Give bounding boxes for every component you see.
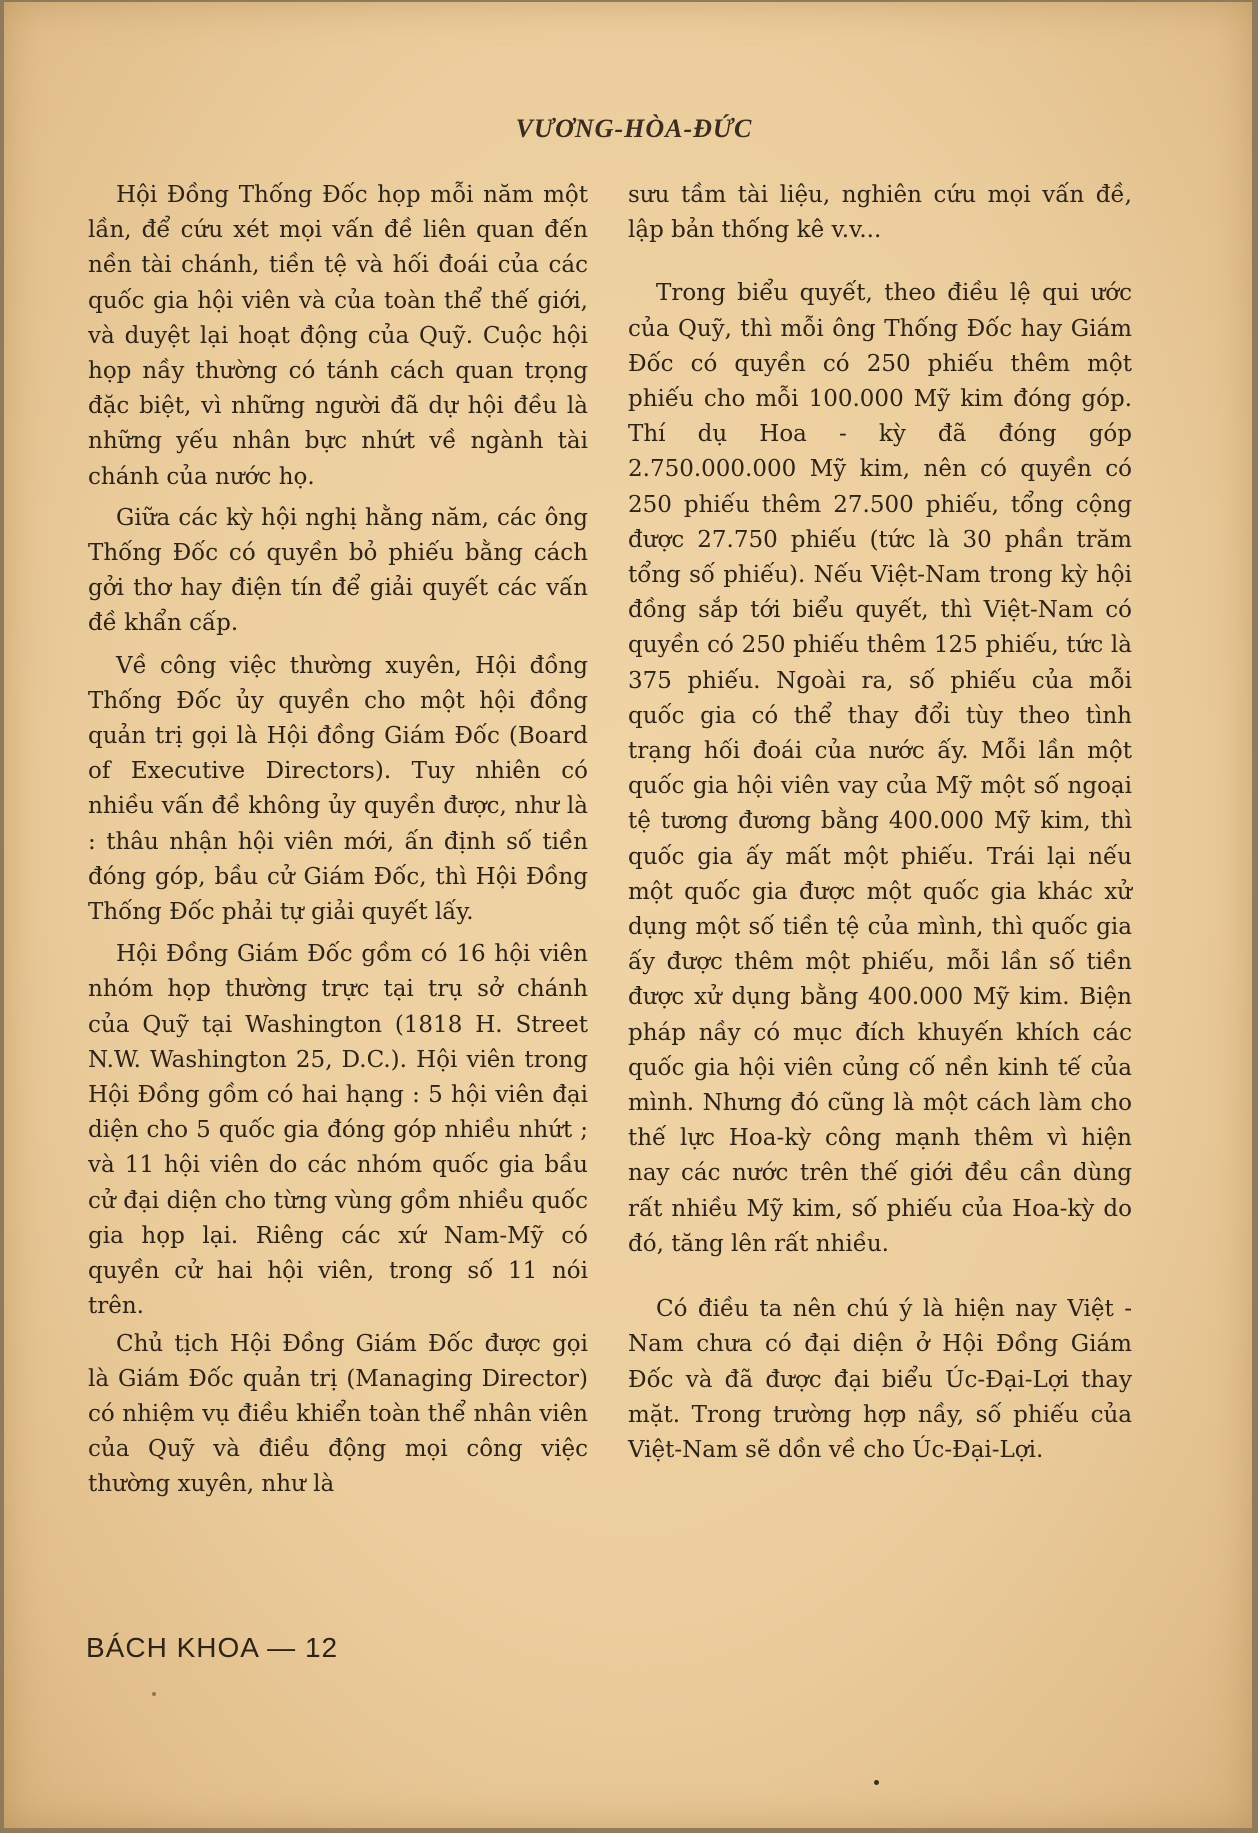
paragraph: Giữa các kỳ hội nghị hằng năm, các ông Thống Đốc có quyền bỏ phiếu bằng cách gởi thơ hay điện tín để giải quyết các vấn đề khẩn cấp. (88, 504, 588, 637)
page-footer-folio: BÁCH KHOA — 12 (86, 1632, 339, 1663)
paragraph: Hội Đồng Thống Đốc họp mỗi năm một lần, để cứu xét mọi vấn đề liên quan đến nền tài chánh, tiền tệ và hối đoái của các quốc gia hội viên và của toàn thể thế giới, và duyệt lại hoạt động của Quỹ. Cuộc hội họp nầy thường có tánh cách quan trọng đặc biệt, vì những người đã dự hội đều là những yếu nhân bực nhứt về ngành tài chánh của nước họ. (88, 182, 588, 490)
magazine-page (4, 2, 1252, 1828)
paper-speck (152, 1692, 156, 1696)
paragraph: Chủ tịch Hội Đồng Giám Đốc được gọi là Giám Đốc quản trị (Managing Director) có nhiệm vụ điều khiển toàn thể nhân viên của Quỹ và điều động mọi công việc thường xuyên, như là (88, 1330, 588, 1498)
left-text-column (88, 178, 588, 1503)
right-text-column (628, 178, 1132, 1468)
paragraph: Có điều ta nên chú ý là hiện nay Việt - Nam chưa có đại diện ở Hội Đồng Giám Đốc và đã được đại biểu Úc-Đại-Lợi thay mặt. Trong trường hợp nầy, số phiếu của Việt-Nam sẽ dồn về cho Úc-Đại-Lợi. (628, 1296, 1132, 1463)
paragraph: Trong biểu quyết, theo điều lệ qui ước của Quỹ, thì mỗi ông Thống Đốc hay Giám Đốc có quyền có 250 phiếu thêm một phiếu cho mỗi 100.000 Mỹ kim đóng góp. Thí dụ Hoa - kỳ đã đóng góp 2.750.000.000 Mỹ kim, nên có quyền có 250 phiếu thêm 27.500 phiếu, tổng cộng được 27.750 phiếu (tức là 30 phần trăm tổng số phiếu). Nếu Việt-Nam trong kỳ hội đồng sắp tới biểu quyết, thì Việt-Nam có quyền có 250 phiếu thêm 125 phiếu, tức là 375 phiếu. Ngoài ra, số phiếu của mỗi quốc gia có thể thay đổi tùy theo tình trạng hối đoái của nước ấy. Mỗi lần một quốc gia hội viên vay của Mỹ một số ngoại tệ tương đương bằng 400.000 Mỹ kim, thì quốc gia ấy mất một phiếu. Trái lại nếu một quốc gia được một quốc gia khác xử dụng một số tiền tệ của mình, thì quốc gia ấy được thêm một phiếu, mỗi lần số tiền được xử dụng bằng 400.000 Mỹ kim. Biện pháp nầy có mục đích khuyến khích các quốc gia hội viên củng cố nền kinh tế của mình. Nhưng đó cũng là một cách làm cho thế lực Hoa-kỳ công mạnh thêm vì hiện nay các nước trên thế giới đều cần dùng rất nhiều Mỹ kim, số phiếu của Hoa-kỳ do đó, tăng lên rất nhiều. (628, 280, 1132, 1257)
paper-speck (874, 1780, 879, 1785)
paragraph: Về công việc thường xuyên, Hội đồng Thống Đốc ủy quyền cho một hội đồng quản trị gọi là Hội đồng Giám Đốc (Board of Executive Directors). Tuy nhiên có nhiều vấn đề không ủy quyền được, như là : thâu nhận hội viên mới, ấn định số tiền đóng góp, bầu cử Giám Đốc, thì Hội Đồng Thống Đốc phải tự giải quyết lấy. (88, 652, 588, 926)
running-head-author: VƯƠNG-HÒA-ĐỨC (515, 114, 753, 143)
paragraph: Hội Đồng Giám Đốc gồm có 16 hội viên nhóm họp thường trực tại trụ sở chánh của Quỹ tại Washington (1818 H. Street N.W. Washington 25, D.C.). Hội viên trong Hội Đồng gồm có hai hạng : 5 hội viên đại diện cho 5 quốc gia đóng góp nhiều nhứt ; và 11 hội viên do các nhóm quốc gia bầu cử đại diện cho từng vùng gồm nhiều quốc gia họp lại. Riêng các xứ Nam-Mỹ có quyền cử hai hội viên, trong số 11 nói trên. (88, 941, 588, 1320)
paragraph-continuation: sưu tầm tài liệu, nghiên cứu mọi vấn đề, lập bản thống kê v.v... (628, 182, 1132, 244)
